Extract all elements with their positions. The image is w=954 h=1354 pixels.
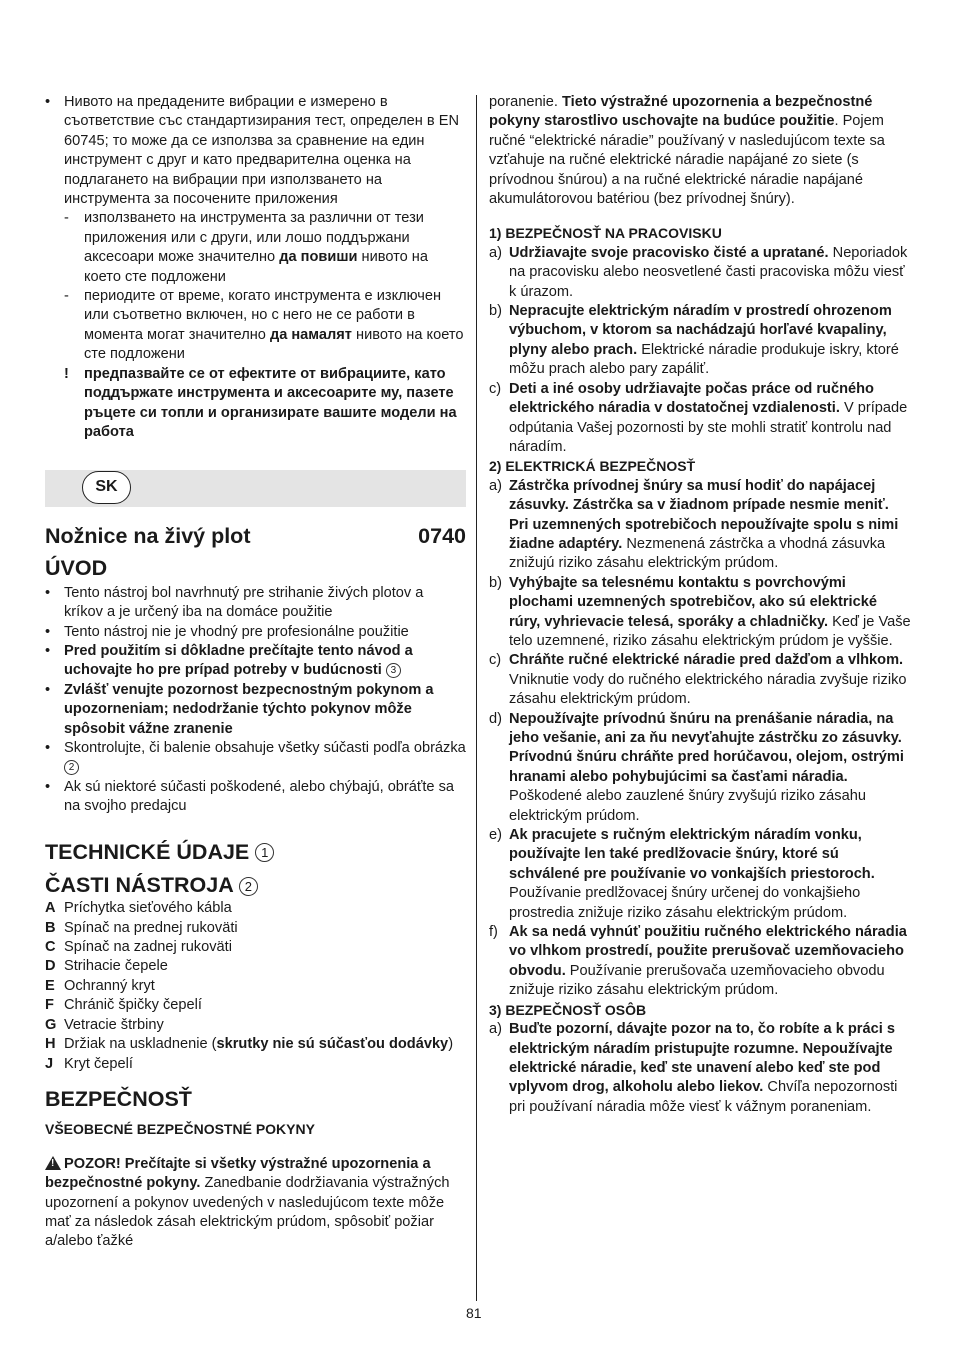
bg-warning-note: ! предпазвайте се от ефектите от вибрациите, като поддържате инструмента и аксесоарите му, пазете ръцете си топли и организирате вашите модели на работа (64, 365, 457, 440)
list-item: • Zvlášť venujte pozornost bezpecnostným pokynom a upozorneniam; nedodržanie týchto pokynov môže spôsobit vážne zranenie (45, 681, 466, 739)
section-title: 1) BEZPEČNOSŤ NA PRACOVISKU (489, 225, 722, 242)
product-title-row (45, 521, 466, 551)
list-item: a) Zástrčka prívodnej šnúry sa musí hodiť do napájacej zásuvky. Zástrčka sa v žiadnom prípade nesmie meniť. Pri uzemnených spotrebičoch nepoužívajte spolu s nimi žiadne adaptéry. Nezmenená zástrčka a vhodná zásuvka znižujú riziko zásahu elektrickým prúdom. (489, 477, 899, 572)
figure-ref-icon: 3 (386, 663, 401, 678)
right-column (489, 93, 911, 1117)
exclamation-icon: ! (64, 365, 69, 382)
parts-list (45, 899, 466, 1074)
warning-icon (45, 1156, 61, 1170)
tech-heading: TECHNICKÉ ÚDAJE 1 (45, 843, 466, 863)
list-item: a) Buďte pozorní, dávajte pozor na to, čo robíte a k práci s elektrickým náradím pristupujte rozumne. Nepoužívajte elektrické náradie, keď ste unavení alebo keď ste pod vplyvom drog, alkoholu alebo liekov. Chvíľa nepozornosti pri používaní náradia môže viesť k vážnym poraneniam. (489, 1021, 898, 1115)
list-item: D Strihacie čepele (45, 958, 168, 975)
page-number: 81 (466, 1305, 482, 1321)
list-item: - използването на инструмента за различни от тези приложения или с други, или лошо поддържани аксесоари може значително да повиши нивото на което сте подложени (64, 209, 466, 287)
list-item: C Spínač na zadnej rukoväti (45, 939, 232, 956)
list-item: f) Ak sa nedá vyhnúť použitiu ručného elektrického náradia vo vlhkom prostredí, použite prerušovač uzemňovacieho obvodu. Používanie prerušovača uzemňovacieho obvodu znižuje riziko zásahu elektrickým prúdom. (489, 924, 907, 999)
column-divider (476, 95, 477, 1301)
list-item: • Pred použitím si dôkladne prečítajte tento návod a uchovajte ho pre prípad potreby v budúcnosti 3 (45, 642, 466, 681)
language-band (45, 470, 466, 507)
left-column (45, 93, 466, 1252)
list-item: • Tento nástroj nie je vhodný pre profesionálne použitie (45, 623, 466, 642)
list-item: H Držiak na uskladnenie (skrutky nie sú súčasťou dodávky) (45, 1036, 454, 1053)
list-item: • Нивото на предадените вибрации е измерено в съответствие със стандартизирания тест, определен в EN 60745; то може да се използва за сравнение на един инструмент с друг и като предварителна оценка на подлагането на вибрации при използването на инструмента за посочените приложения (45, 93, 466, 209)
list-item: B Spínač na prednej rukoväti (45, 919, 238, 936)
section-1-list (489, 244, 911, 457)
intro-heading: ÚVOD (45, 556, 108, 581)
section-title: 2) ELEKTRICKÁ BEZPEČNOSŤ (489, 458, 696, 475)
section-3-list (489, 1020, 911, 1117)
list-item: J Kryt čepelí (45, 1055, 133, 1072)
list-item: F Chránič špičky čepelí (45, 997, 202, 1014)
continuation-paragraph: poranenie. Tieto výstražné upozornenia a bezpečnostné pokyny starostlivo uschovajte na budúce použitie. Pojem ručné “elektrické náradie” používaný v nasledujúcom texte sa vzťahuje na ručné elektrické náradie napájané zo siete (s prívodnou šnúrou) a na ručné elektrické náradie napájané akumulátorovou batériou (bez prívodnej šnúry). (489, 94, 885, 208)
parts-heading: ČASTI NÁSTROJA 2 (45, 876, 466, 896)
list-item: d) Nepoužívajte prívodnú šnúru na prenášanie náradia, na jeho vešanie, ani za ňu nevyťahujte zástrčku zo zásuvky. Prívodnú šnúru chráňte pred horúčavou, olejom, ostrými hranami alebo pohybujúcimi sa časťami náradia. Poškodené alebo zauzlené šnúry zvyšujú riziko zásahu elektrickým prúdom. (489, 710, 904, 824)
figure-ref-icon: 2 (239, 877, 258, 896)
figure-ref-icon: 2 (64, 760, 79, 775)
list-item: A Príchytka sieťového kábla (45, 900, 232, 917)
bg-bullet-list (45, 93, 466, 209)
list-item: • Skontrolujte, či balenie obsahuje všetky súčasti podľa obrázka 2 (45, 739, 466, 778)
list-item: - периодите от време, когато инструмента е изключен или съответно включен, но с него не се работи в момента могат значително да намалят нивото на което сте подложени (64, 287, 466, 365)
list-item: b) Vyhýbajte sa telesnému kontaktu s povrchovými plochami uzemnených spotrebičov, ako sú elektrické rúry, vyhrievacie telesá, sporáky a chladničky. Keď je Vaše telo uzemnené, riziko zásahu elektrickým prúdom je vyššie. (489, 574, 911, 649)
intro-list (45, 584, 466, 817)
language-badge: SK (82, 471, 131, 504)
list-item: E Ochranný kryt (45, 977, 155, 994)
section-title: 3) BEZPEČNOSŤ OSÔB (489, 1001, 647, 1018)
section-2-list (489, 477, 911, 1001)
list-item: b) Nepracujte elektrickým náradím v prostredí ohrozenom výbuchom, v ktorom sa nachádzajú horľavé kvapaliny, plyny alebo prach. Elektrické náradie produkuje iskry, ktoré môžu prach alebo pary zapáliť. (489, 303, 899, 378)
list-item: e) Ak pracujete s ručným elektrickým náradím vonku, používajte len také predlžovacie šnúry, ktoré sú schválené pre používanie vo vonkajších priestoroch. Používanie predlžovacej šnúry určenej do vonkajšieho prostredia znižuje riziko zásahu elektrickým prúdom. (489, 827, 875, 921)
list-item: c) Chráňte ručné elektrické náradie pred dažďom a vlhkom. Vniknutie vody do ručného elektrického náradia zvyšuje riziko zásahu elektrickým prúdom. (489, 652, 907, 708)
list-item: • Tento nástroj bol navrhnutý pre strihanie živých plotov a kríkov a je určený iba na domáce použitie (45, 584, 466, 623)
figure-ref-icon: 1 (255, 843, 274, 862)
general-safety-heading: VŠEOBECNÉ BEZPEČNOSTNÉ POKYNY (45, 1121, 315, 1138)
list-item: • Ak sú niektoré súčasti poškodené, alebo chýbajú, obráťte sa na svojho predajcu (45, 778, 466, 817)
model-number: 0740 (418, 524, 466, 549)
list-item: a) Udržiavajte svoje pracovisko čisté a upratané. Neporiadok na pracovisku alebo neosvetlené časti pracoviska môžu viesť k úrazom. (489, 244, 908, 300)
product-title: Nožnice na živý plot (45, 524, 251, 549)
list-item: c) Deti a iné osoby udržiavajte počas práce od ručného elektrického náradia v dostatočnej vzdialenosti. V prípade odpútania Vašej pozornosti by ste mohli stratiť kontrolu nad náradím. (489, 380, 908, 455)
safety-heading: BEZPEČNOSŤ (45, 1086, 192, 1111)
bg-dash-list (45, 209, 466, 364)
warning-paragraph: !POZOR! Prečítajte si všetky výstražné upozornenia a bezpečnostné pokyny. Zanedbanie dodržiavania výstražných upozornení a pokynov uvedených v nasledujúcom texte môže mať za následok zásah elektrickým prúdom, spôsobiť požiar a/alebo ťažké (45, 1155, 466, 1252)
list-item: G Vetracie štrbiny (45, 1016, 164, 1033)
